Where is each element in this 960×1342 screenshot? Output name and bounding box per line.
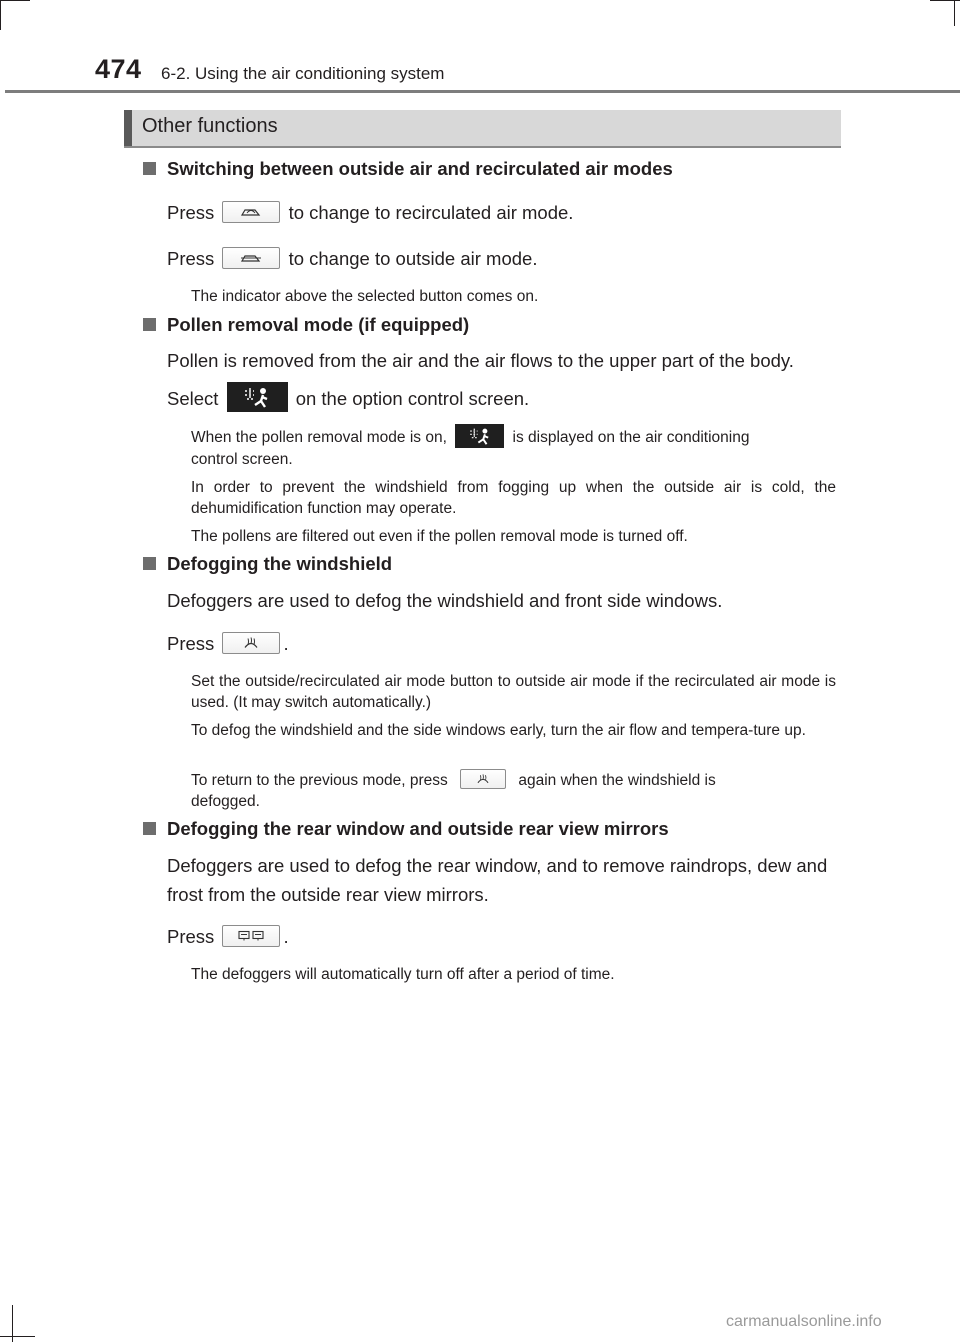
pollen-note-1-cont: control screen.: [191, 451, 293, 468]
press-text: Press: [167, 633, 215, 654]
defog-note-1: Set the outside/recirculated air mode button to outside air mode if the recirculated air mode is used. (It may switch automatically.): [191, 673, 836, 711]
note-text: When the pollen removal mode is on,: [191, 429, 447, 446]
pollen-removal-icon: [241, 386, 273, 408]
press-text: Press: [167, 202, 215, 223]
recirc-instruction: [167, 199, 573, 227]
outside-desc: to change to outside air mode.: [288, 248, 538, 269]
pollen-note-1: [191, 424, 836, 448]
defog-note-2: To defog the windshield and the side windows early, turn the air flow and tempera-ture up.: [191, 722, 806, 739]
pollen-removal-button[interactable]: [227, 382, 288, 412]
select-desc: on the option control screen.: [295, 388, 530, 409]
recirc-desc: to change to recirculated air mode.: [288, 202, 574, 223]
watermark: carmanualsonline.info: [726, 1313, 882, 1330]
pollen-indicator: [455, 424, 504, 448]
note-indicator: The indicator above the selected button comes on.: [191, 288, 539, 305]
pollen-note-3: The pollens are filtered out even if the pollen removal mode is turned off.: [191, 528, 688, 545]
defog-note-3-cont: defogged.: [191, 793, 260, 810]
crop-mark: [0, 1336, 35, 1337]
heading-text: Defogging the rear window and outside rear view mirrors: [167, 818, 669, 839]
windshield-defogger-icon: [476, 774, 490, 785]
page-header: [0, 0, 960, 100]
bullet-square: [143, 822, 156, 835]
outside-air-button[interactable]: [222, 247, 280, 269]
heading-defog-rear: [143, 818, 669, 840]
rear-defog-note: The defoggers will automatically turn off after a period of time.: [191, 966, 615, 983]
page-number: 474: [95, 54, 142, 84]
pollen-body: Pollen is removed from the air and the air flows to the upper part of the body.: [167, 350, 794, 371]
defog-note-3: [191, 769, 836, 791]
press-text: Press: [167, 926, 215, 947]
heading-defog-windshield: [143, 553, 392, 575]
heading-air-modes: [143, 158, 673, 180]
section-title: Other functions: [142, 115, 278, 137]
section-accent: [124, 110, 132, 146]
outside-instruction: [167, 245, 537, 273]
bullet-square: [143, 318, 156, 331]
heading-text: Pollen removal mode (if equipped): [167, 314, 470, 335]
note-text: is displayed on the air conditioning: [512, 429, 750, 446]
pollen-select-instruction: [167, 382, 529, 413]
heading-pollen: [143, 314, 469, 336]
pollen-removal-icon: [466, 427, 494, 445]
heading-text: Defogging the windshield: [167, 553, 393, 574]
pollen-note-2: In order to prevent the windshield from fogging up when the outside air is cold, the dehumidification function may operate.: [191, 479, 836, 517]
recirculated-air-button[interactable]: [222, 201, 280, 223]
rear-defog-body: Defoggers are used to defog the rear window, and to remove raindrops, dew and frost from the outside rear view mirrors.: [167, 855, 828, 905]
period: .: [283, 926, 289, 947]
bullet-square: [143, 162, 156, 175]
section-title-bar: [124, 110, 841, 148]
defog-press-instruction: [167, 630, 289, 658]
heading-text: Switching between outside air and recirculated air modes: [167, 158, 673, 179]
windshield-defogger-button[interactable]: [222, 632, 280, 654]
chapter-title: 6-2. Using the air conditioning system: [161, 64, 445, 83]
rear-defogger-button[interactable]: [222, 925, 280, 947]
period: .: [283, 633, 289, 654]
windshield-defogger-button[interactable]: [460, 769, 506, 789]
select-text: Select: [167, 388, 219, 409]
note-text: again when the windshield is: [518, 772, 716, 789]
note-text: To return to the previous mode, press: [191, 772, 448, 789]
bullet-square: [143, 557, 156, 570]
rear-defog-press-instruction: [167, 923, 289, 951]
defog-body: Defoggers are used to defog the windshield and front side windows.: [167, 590, 723, 611]
press-text: Press: [167, 248, 215, 269]
outside-air-icon: [240, 253, 262, 263]
rear-defogger-icon: [238, 931, 264, 942]
header-rule: [5, 90, 960, 93]
windshield-defogger-icon: [243, 637, 259, 650]
recirculated-air-icon: [240, 207, 262, 217]
